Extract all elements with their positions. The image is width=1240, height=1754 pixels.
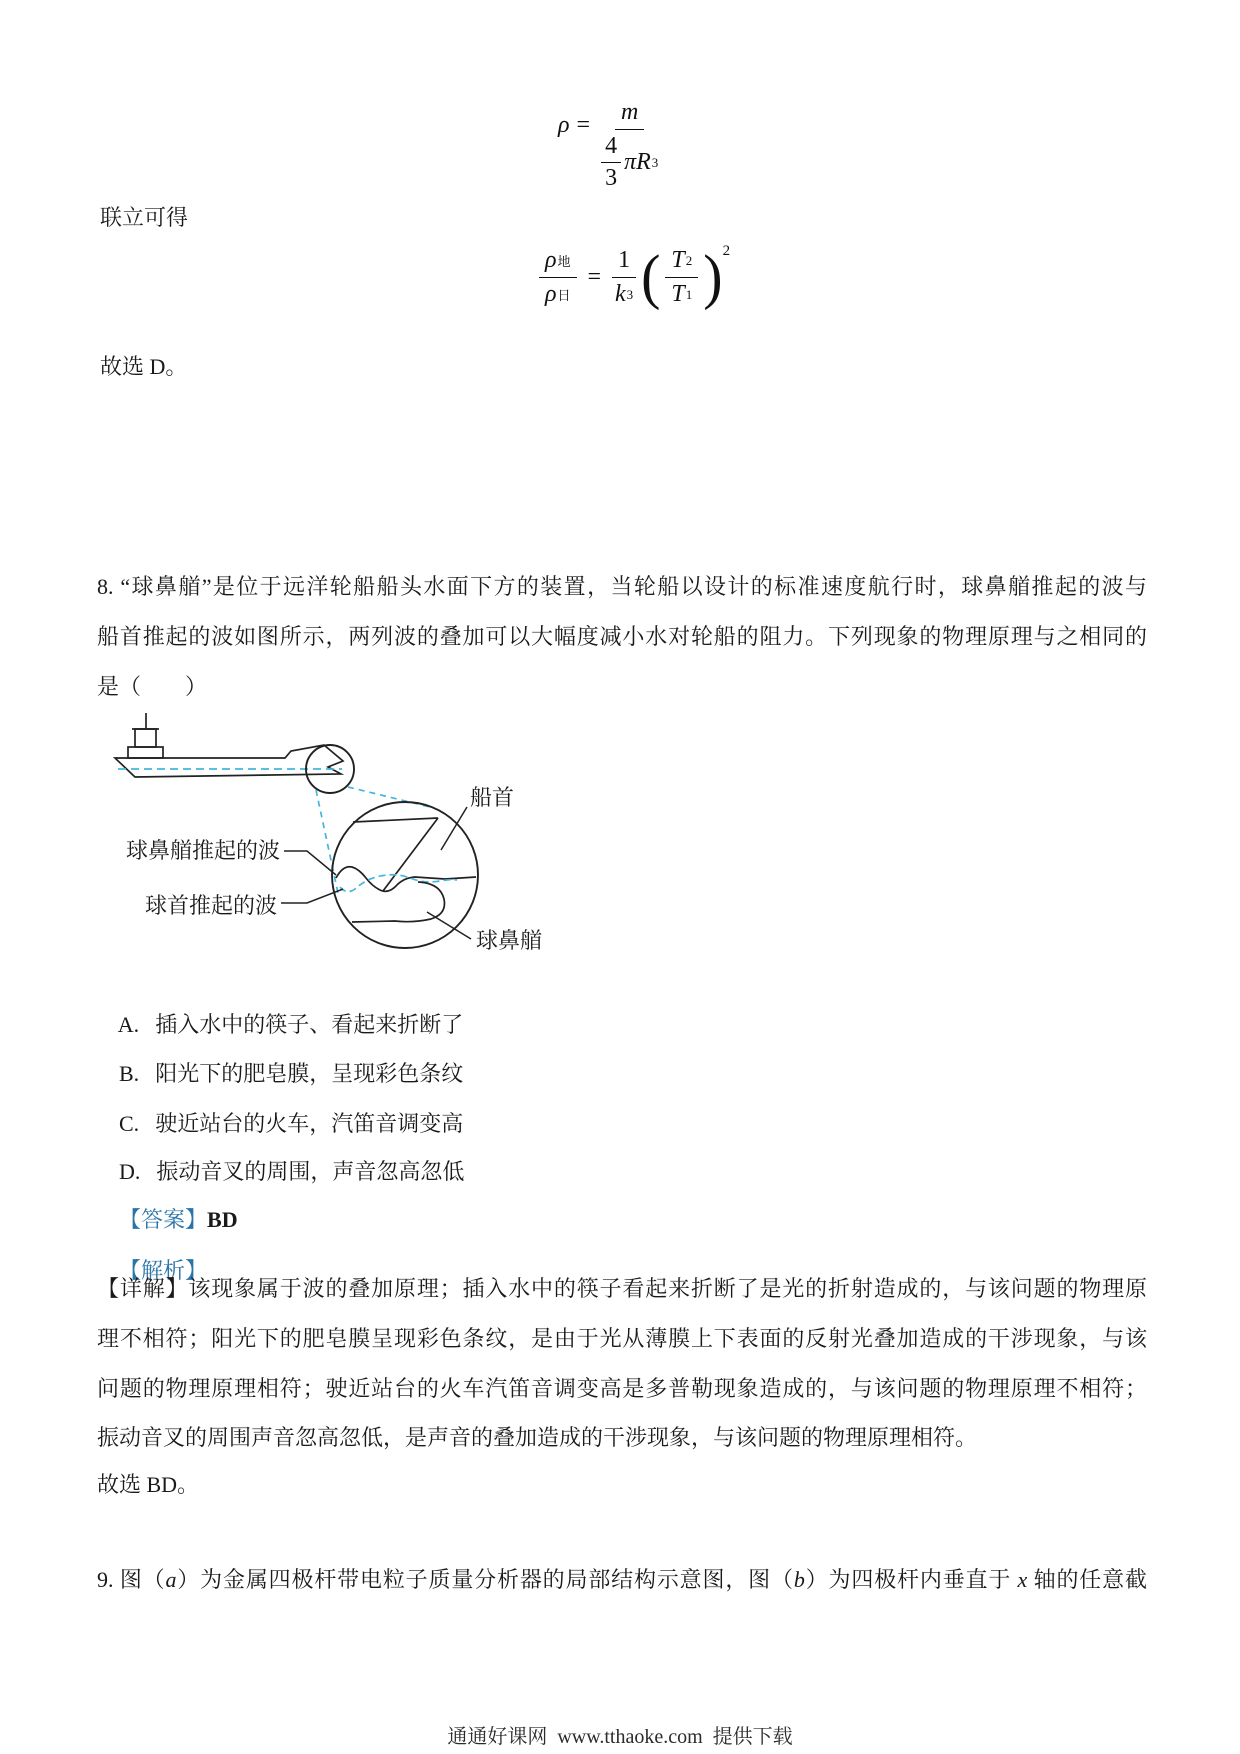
fraction — [601, 98, 658, 192]
option-a-letter: A. — [117, 1012, 140, 1037]
period-ratio-fraction — [665, 246, 698, 308]
q9-var-b: b — [793, 1567, 805, 1592]
option-b-text: 阳光下的肥皂膜，呈现彩色条纹 — [155, 1061, 464, 1086]
density-formula — [558, 98, 662, 192]
denominator-3: 3 — [605, 165, 618, 191]
earth-subscript: 地 — [557, 254, 571, 269]
rho-earth: ρ — [545, 247, 557, 273]
detail-line-4: 振动音叉的周围声音忽高忽低，是声音的叠加造成的干涉现象，与该问题的物理原理相符。 — [97, 1425, 978, 1450]
detail-line-3: 问题的物理原理相符；驶近站台的火车汽笛音调变高是多普勒现象造成的，与该问题的物理原理不相符； — [97, 1376, 1147, 1401]
option-b-letter: B. — [119, 1061, 140, 1086]
mass-symbol: m — [621, 99, 639, 125]
bridge-upper-deck — [135, 729, 156, 747]
four-thirds-fraction — [601, 133, 621, 192]
answer-tag: 【答案】 — [119, 1207, 208, 1232]
deck-line — [353, 818, 438, 822]
rho-ratio-fraction — [539, 246, 577, 308]
left-parenthesis: ( — [641, 242, 661, 311]
t1-symbol: T — [671, 281, 685, 307]
density-ratio-formula — [535, 242, 731, 311]
bulb-wave-label: 球鼻艏推起的波 — [125, 838, 280, 863]
detail-line-1: 【详解】该现象属于波的叠加原理；插入水中的筷子看起来折断了是光的折射造成的，与该问题的物理原 — [97, 1276, 1147, 1301]
ship-diagram-svg — [95, 695, 555, 965]
q9-var-a: a — [165, 1567, 177, 1592]
option-a-text: 插入水中的筷子、看起来折断了 — [155, 1012, 464, 1037]
bow-label: 船首 — [470, 785, 515, 810]
numerator-4: 4 — [601, 133, 621, 163]
k-exponent: 3 — [626, 286, 634, 302]
right-parenthesis: ) — [703, 242, 723, 311]
bulbous-bow-shape — [352, 882, 444, 922]
rho-sun: ρ — [545, 281, 557, 307]
magnifier-connector-left — [316, 790, 338, 893]
ship-hull — [115, 745, 343, 777]
option-d-text: 振动音叉的周围，声音忽高忽低 — [156, 1159, 465, 1184]
bulb-wave-label-leader — [284, 851, 336, 875]
one-over-k3-fraction — [612, 246, 636, 308]
question9-stem — [97, 1565, 1147, 1595]
q9-part-4: ）为四极杆内垂直于 — [804, 1567, 1018, 1592]
option-c-letter: C. — [119, 1111, 140, 1136]
question8-stem-line-1: 8. “球鼻艏”是位于远洋轮船船头水面下方的装置，当轮船以设计的标准速度航行时，球鼻艏推起的波与 — [97, 574, 1147, 599]
option-c-text: 驶近站台的火车，汽笛音调变高 — [155, 1111, 464, 1136]
numerator-1: 1 — [612, 246, 636, 278]
squared-exponent: 2 — [722, 242, 731, 259]
k-symbol: k — [615, 281, 626, 307]
q9-part-2: ）为金属四极杆带电粒子质量分析器的局部结构示意图，图（ — [176, 1567, 794, 1592]
bulb-label: 球鼻艏 — [476, 928, 543, 953]
bow-wave-label: 球首推起的波 — [144, 893, 277, 918]
q9-var-x: x — [1017, 1567, 1028, 1592]
bridge-lower-deck — [128, 747, 163, 758]
equals-sign: = — [576, 112, 591, 138]
pi-r-term: πR — [624, 149, 651, 175]
rho-symbol: ρ — [558, 112, 570, 138]
analysis-tag: 【解析】 — [119, 1258, 208, 1283]
formula-lhs — [558, 112, 597, 139]
ship-diagram — [95, 695, 555, 970]
q9-part-6: 轴的任意截 — [1027, 1567, 1147, 1592]
sun-subscript: 日 — [557, 288, 571, 303]
equals-sign: = — [587, 263, 602, 290]
option-d-letter: D. — [119, 1159, 141, 1184]
t2-symbol: T — [671, 247, 685, 273]
question8-stem-line-3: 是（ ） — [97, 674, 208, 699]
detail-line-2: 理不相符；阳光下的肥皂膜呈现彩色条纹，是由于光从薄膜上下表面的反射光叠加造成的干涉现象，与该 — [97, 1326, 1147, 1351]
question8-stem-line-2: 船首推起的波如图所示，两列波的叠加可以大幅度减小水对轮船的阻力。下列现象的物理原理与之相同的 — [97, 624, 1147, 649]
conclusion-line: 故选 BD。 — [97, 1472, 200, 1497]
page-footer: 通通好课网 www.tthaoke.com 提供下载 — [447, 1726, 793, 1748]
combine-text: 联立可得 — [100, 205, 189, 230]
q9-part-0: 9. 图（ — [97, 1567, 166, 1592]
answer-value: BD — [207, 1207, 238, 1232]
t2-subscript: 2 — [685, 252, 693, 268]
t1-subscript: 1 — [685, 286, 693, 302]
bow-stem-line — [383, 818, 438, 891]
exponent-3: 3 — [651, 154, 659, 170]
choose-d-text: 故选 D。 — [100, 354, 188, 379]
